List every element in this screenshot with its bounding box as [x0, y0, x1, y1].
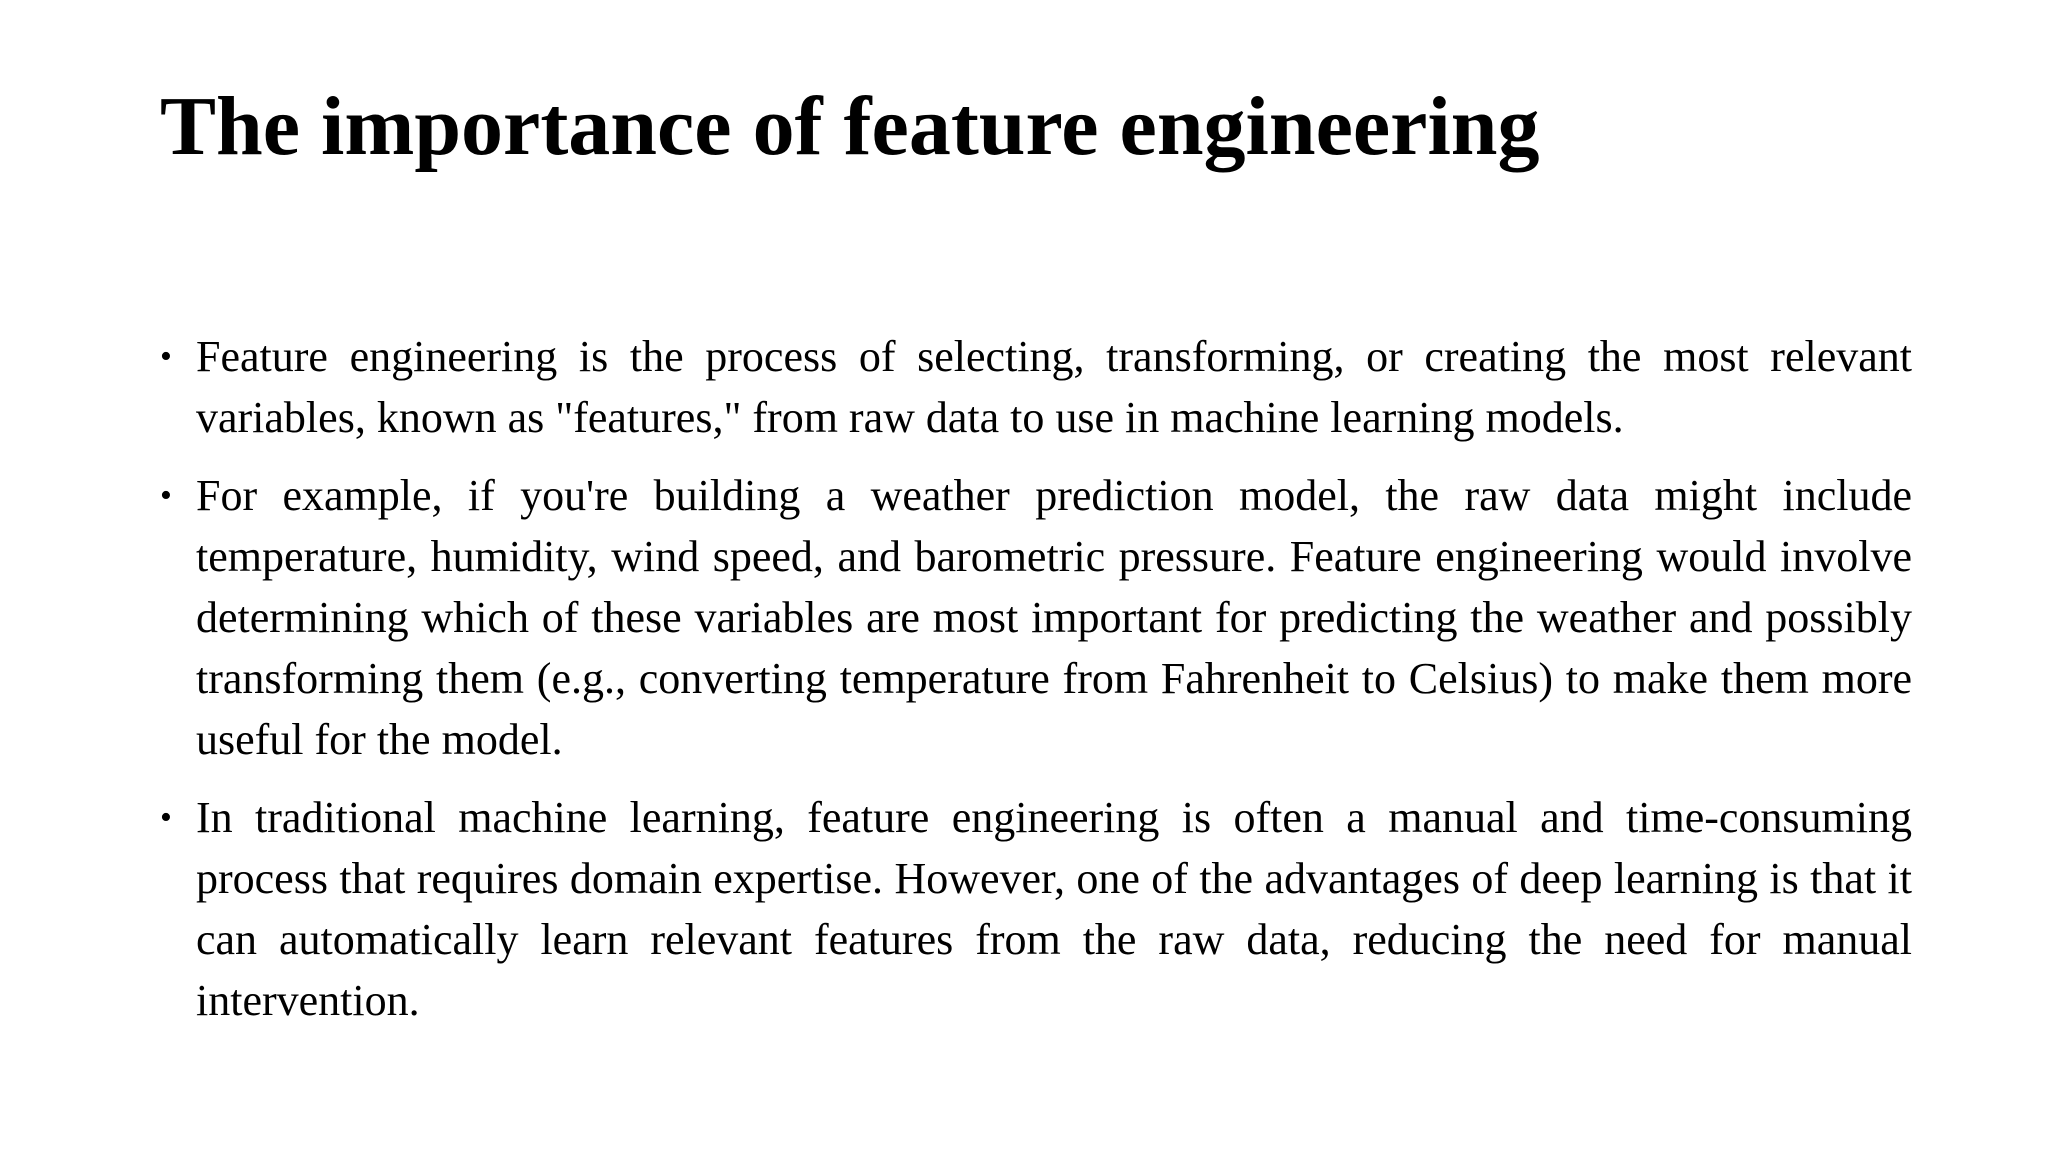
bullet-item — [160, 326, 1912, 448]
bullet-item — [160, 787, 1912, 1031]
bullet-dot-icon: • — [160, 338, 172, 375]
bullet-dot-icon: • — [160, 477, 172, 514]
bullet-list — [160, 326, 1912, 1048]
bullet-text: In traditional machine learning, feature engineering is often a manual and time-consuming process that requires domain expertise. However, one of the advantages of deep learning is that it can automatically learn relevant features from the raw data, reducing the need for manual intervention. — [196, 793, 1912, 1025]
slide-title: The importance of feature engineering — [160, 80, 1540, 173]
bullet-text: For example, if you're building a weather prediction model, the raw data might include temperature, humidity, wind speed, and barometric pressure. Feature engineering would involve determining which of these variables are most important for predicting the weather and possibly transforming them (e.g., converting temperature from Fahrenheit to Celsius) to make them more useful for the model. — [196, 471, 1912, 764]
bullet-item — [160, 465, 1912, 770]
bullet-text: Feature engineering is the process of selecting, transforming, or creating the most relevant variables, known as "features," from raw data to use in machine learning models. — [196, 332, 1912, 442]
bullet-dot-icon: • — [160, 799, 172, 836]
